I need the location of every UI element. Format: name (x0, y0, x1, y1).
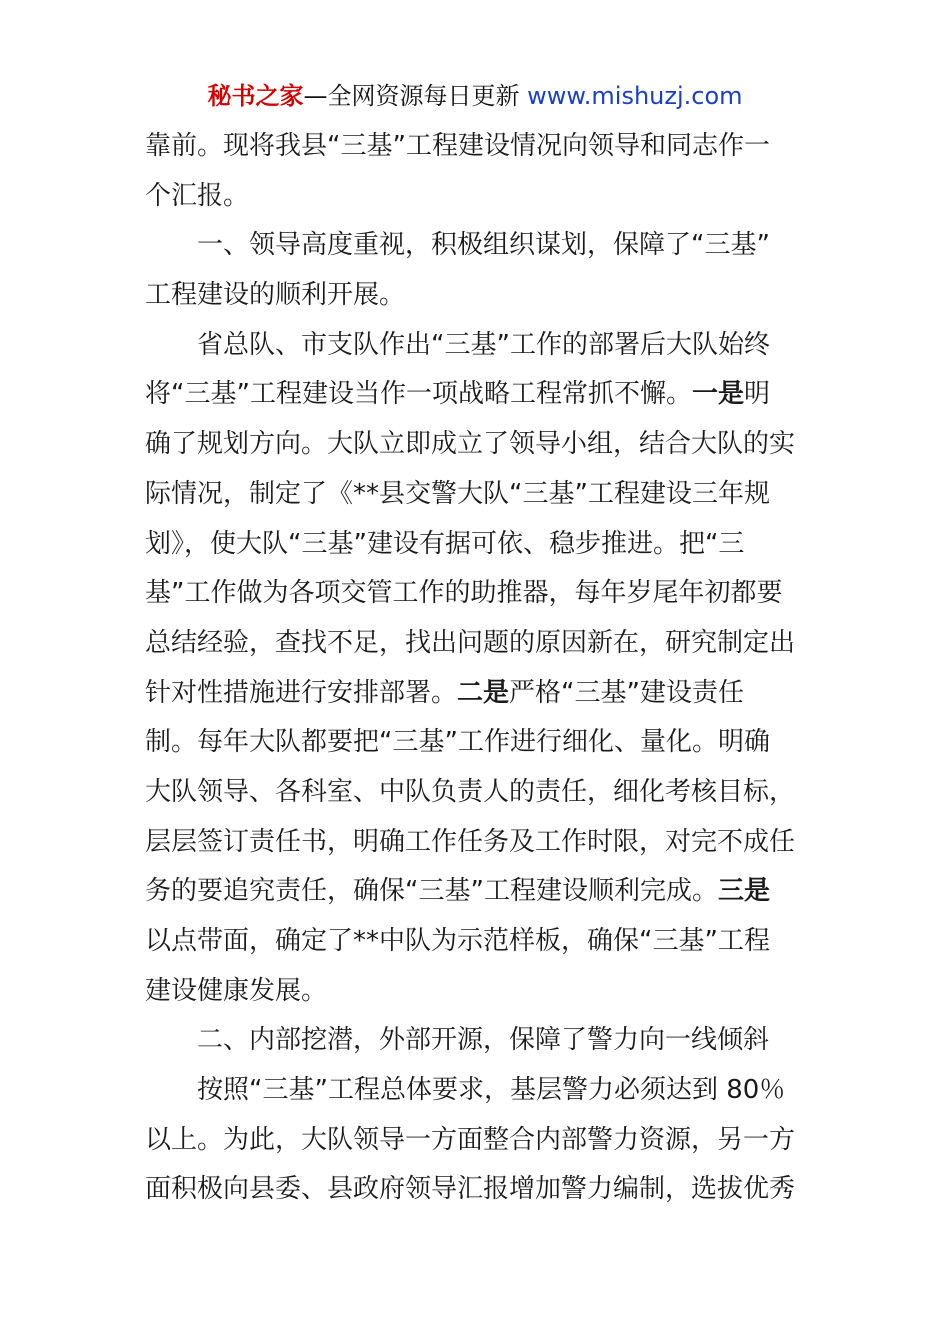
text-line (145, 420, 810, 470)
text-line (145, 917, 810, 967)
text-line (145, 1116, 810, 1166)
text-segment: 针对性措施进行安排部署。 (145, 677, 458, 708)
text-segment: 务的要追究责任，确保“三基”工程建设顺利完成。 (145, 876, 718, 907)
text-line (145, 172, 810, 222)
bold-marker: 一是 (691, 379, 744, 410)
text-segment: 大队领导、各科室、中队负责人的责任，细化考核目标， (145, 776, 796, 807)
text-segment: 划》，使大队“三基”建设有据可依、稳步推进。把“三 (145, 528, 745, 559)
text-segment: 际情况，制定了《**县交警大队“三基”工程建设三年规 (145, 478, 770, 509)
text-segment: 靠前。现将我县“三基”工程建设情况向领导和同志作一 (145, 131, 770, 161)
bold-marker: 二是 (457, 677, 510, 708)
text-segment: 层层签订责任书，明确工作任务及工作时限，对完不成任 (145, 826, 796, 857)
text-segment: 制。每年大队都要把“三基”工作进行细化、量化。明确 (145, 727, 770, 758)
text-line (145, 867, 810, 917)
text-line (145, 1066, 810, 1116)
site-header (0, 80, 950, 112)
text-line (145, 718, 810, 768)
text-line (145, 321, 810, 371)
text-line (145, 967, 810, 1017)
text-line (145, 1016, 810, 1066)
bold-marker: 三是 (717, 876, 770, 907)
text-line (145, 768, 810, 818)
text-segment: 按照“三基”工程总体要求，基层警力必须达到 80％ (145, 1075, 786, 1106)
text-segment: 以点带面，确定了**中队为示范样板，确保“三基”工程 (145, 926, 770, 956)
text-line (145, 470, 810, 520)
site-tagline: —全网资源每日更新 (303, 82, 528, 110)
text-segment: 确了规划方向。大队立即成立了领导小组，结合大队的实 (145, 429, 796, 460)
text-segment: 面积极向县委、县政府领导汇报增加警力编制，选拔优秀 (145, 1174, 796, 1205)
text-line (145, 122, 810, 172)
text-segment: 以上。为此，大队领导一方面整合内部警力资源，另一方 (145, 1124, 796, 1155)
document-body (145, 122, 810, 1215)
text-segment: 建设健康发展。 (145, 975, 328, 1006)
text-segment: 基”工作做为各项交管工作的助推器，每年岁尾年初都要 (145, 578, 783, 609)
text-line (145, 370, 810, 420)
text-segment: 一、领导高度重视，积极组织谋划，保障了“三基” (145, 230, 770, 261)
text-line (145, 1165, 810, 1215)
text-segment: 省总队、市支队作出“三基”工作的部署后大队始终 (145, 329, 770, 360)
text-segment: 将“三基”工程建设当作一项战略工程常抓不懈。 (145, 379, 692, 410)
text-line (145, 520, 810, 570)
text-segment: 明 (743, 379, 770, 410)
text-segment: 工程建设的顺利开展。 (145, 280, 406, 311)
text-line (145, 619, 810, 669)
text-segment: 个汇报。 (145, 180, 250, 211)
text-line (145, 569, 810, 619)
text-segment: 严格“三基”建设责任 (509, 677, 744, 708)
site-url-link[interactable]: www.mishuzj.com (527, 82, 743, 110)
text-line (145, 271, 810, 321)
text-line (145, 818, 810, 868)
site-brand: 秘书之家 (207, 82, 304, 110)
text-segment: 总结经验，查找不足，找出问题的原因新在，研究制定出 (145, 627, 796, 658)
text-segment: 二、内部挖潜，外部开源，保障了警力向一线倾斜 (145, 1025, 770, 1056)
text-line (145, 669, 810, 719)
text-line (145, 221, 810, 271)
